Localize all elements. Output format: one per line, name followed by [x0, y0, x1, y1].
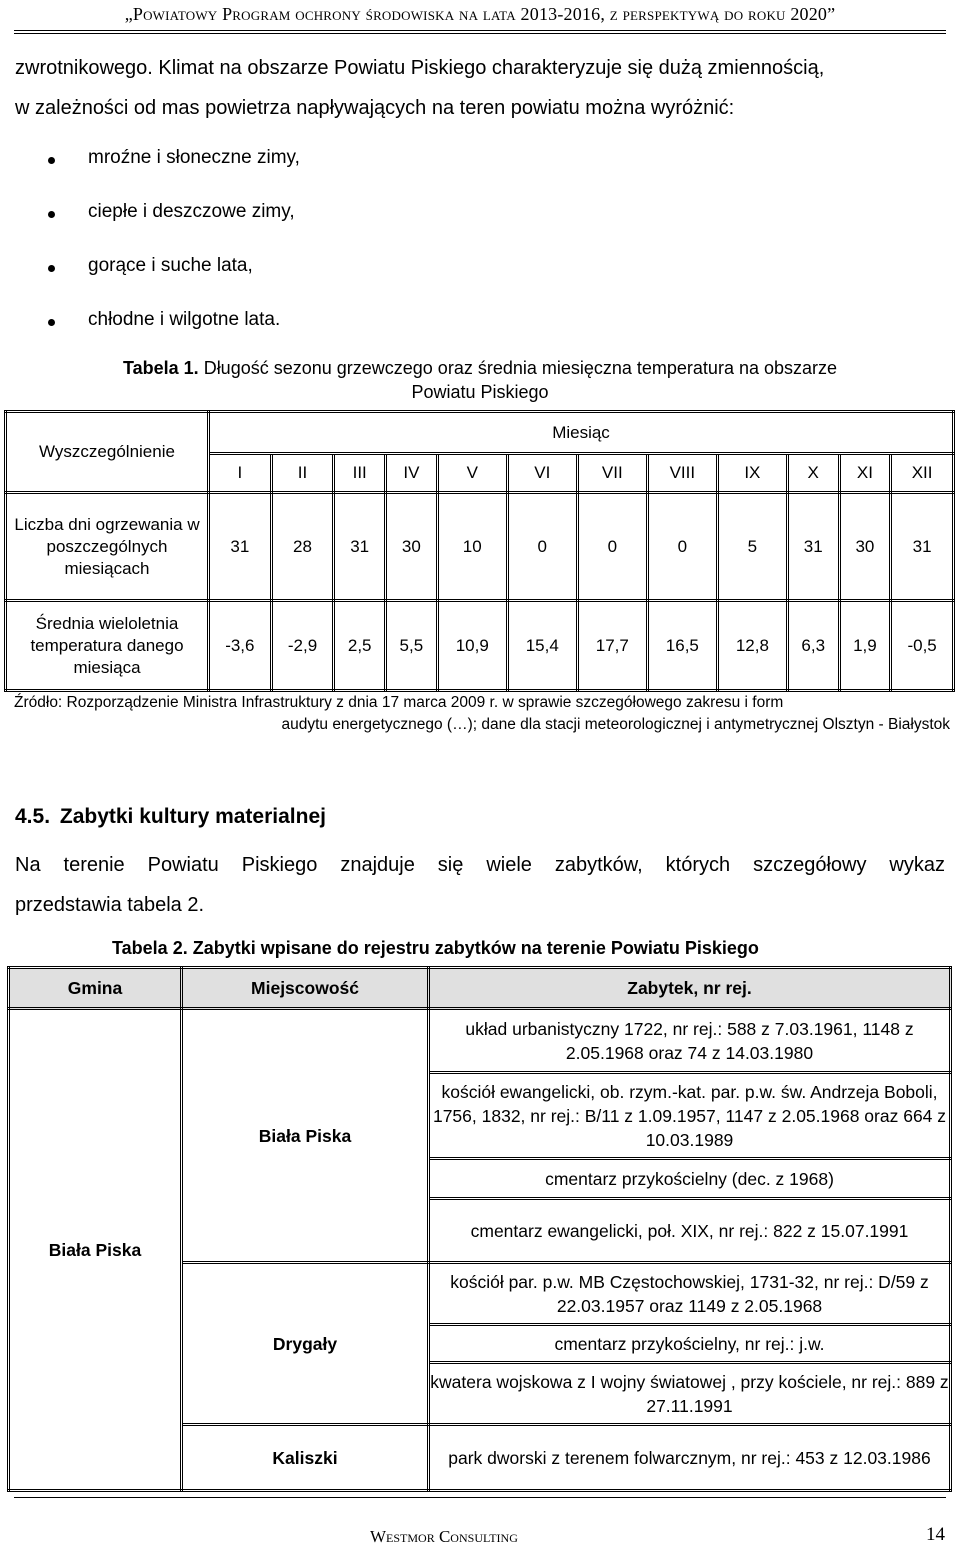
table-cell: 0 — [507, 493, 577, 601]
table-cell: 28 — [271, 493, 334, 601]
footer-company: Westmor Consulting — [370, 1527, 518, 1546]
table-cell: 31 — [334, 493, 386, 601]
month-header: IV — [386, 454, 438, 493]
table-cell: -3,6 — [209, 601, 272, 691]
table-cell: -2,9 — [271, 601, 334, 691]
intro-line-2: w zależności od mas powietrza napływających na teren powiatu można wyróżnić: — [15, 97, 735, 119]
table-cell: 31 — [891, 493, 954, 601]
monument-cell: cmentarz ewangelicki, poł. XIX, nr rej.: 822 z 15.07.1991 — [429, 1199, 951, 1263]
header-gmina: Gmina — [9, 968, 182, 1009]
table-cell: 30 — [386, 493, 438, 601]
heating-season-table — [4, 410, 955, 692]
bullet-icon — [48, 319, 55, 326]
month-header: II — [271, 454, 334, 493]
place-cell: Drygały — [182, 1263, 429, 1425]
table-row — [6, 601, 954, 691]
table-cell: 31 — [209, 493, 272, 601]
header-monument: Zabytek, nr rej. — [429, 968, 951, 1009]
header-divider — [14, 30, 946, 31]
section-heading: 4.5. Zabytki kultury materialnej — [15, 805, 326, 828]
table-cell: 31 — [787, 493, 839, 601]
table-cell: 2,5 — [334, 601, 386, 691]
month-header: V — [437, 454, 507, 493]
month-header: VII — [577, 454, 647, 493]
table1-header-month: Miesiąc — [209, 412, 954, 454]
row-label-heating-days: Liczba dni ogrzewania w poszczególnych miesiącach — [6, 493, 209, 601]
table2-caption: Tabela 2. Zabytki wpisane do rejestru zabytków na terenie Powiatu Piskiego — [112, 938, 759, 958]
table-cell: 0 — [577, 493, 647, 601]
monument-cell: kościół par. p.w. MB Częstochowskiej, 1731-32, nr rej.: D/59 z 22.03.1957 oraz 1149 z 2.05.1968 — [429, 1263, 951, 1325]
table1-source: Źródło: Rozporządzenie Ministra Infrastruktury z dnia 17 marca 2009 r. w sprawie szczegółowego zakresu i form audytu energetycznego (…); dane dla stacji meteorologicznej i antymetrycznej Olsztyn - Białystok — [14, 694, 950, 733]
month-header: X — [787, 454, 839, 493]
month-header: I — [209, 454, 272, 493]
table-cell: -0,5 — [891, 601, 954, 691]
table-cell: 15,4 — [507, 601, 577, 691]
table-cell: 17,7 — [577, 601, 647, 691]
table-cell: 1,9 — [839, 601, 891, 691]
page-header: „Powiatowy Program ochrony środowiska na lata 2013-2016, z perspektywą do roku 2020” — [124, 4, 836, 24]
place-cell: Kaliszki — [182, 1425, 429, 1491]
table-cell: 16,5 — [647, 601, 717, 691]
monument-cell: cmentarz przykościelny (dec. z 1968) — [429, 1159, 951, 1199]
gmina-cell: Biała Piska — [9, 1009, 182, 1491]
intro-line-1: zwrotnikowego. Klimat na obszarze Powiatu Piskiego charakteryzuje się dużą zmiennością, — [15, 57, 825, 79]
month-header: XII — [891, 454, 954, 493]
month-header: XI — [839, 454, 891, 493]
bullet-icon — [48, 211, 55, 218]
header-divider-2 — [14, 33, 946, 34]
table-cell: 0 — [647, 493, 717, 601]
monument-cell: park dworski z terenem folwarcznym, nr rej.: 453 z 12.03.1986 — [429, 1425, 951, 1491]
month-header: IX — [717, 454, 787, 493]
table-cell: 5,5 — [386, 601, 438, 691]
table-cell: 6,3 — [787, 601, 839, 691]
section-text-line-2: przedstawia tabela 2. — [15, 894, 205, 916]
header-place: Miejscowość — [182, 968, 429, 1009]
section-text-line-1: Na terenie Powiatu Piskiego znajduje się wiele zabytków, których szczegółowy wykaz — [15, 854, 945, 876]
monument-cell: cmentarz przykościelny, nr rej.: j.w. — [429, 1325, 951, 1363]
month-header: VI — [507, 454, 577, 493]
bullet-icon — [48, 157, 55, 164]
month-header: III — [334, 454, 386, 493]
bullet-icon — [48, 265, 55, 272]
table-cell: 12,8 — [717, 601, 787, 691]
table-cell: 5 — [717, 493, 787, 601]
table1-caption: Tabela 1. Długość sezonu grzewczego oraz średnia miesięczna temperatura na obszarze Powiatu Piskiego — [122, 358, 838, 402]
table-row — [9, 1009, 951, 1073]
place-cell: Biała Piska — [182, 1009, 429, 1263]
table-cell: 10 — [437, 493, 507, 601]
row-label-avg-temp: Średnia wieloletnia temperatura danego miesiąca — [6, 601, 209, 691]
monument-cell: kościół ewangelicki, ob. rzym.-kat. par. p.w. św. Andrzeja Boboli, 1756, 1832, nr rej.: B/11 z 1.09.1957, 1147 z 2.05.1968 oraz 664 z 10.03.1989 — [429, 1073, 951, 1159]
monument-cell: kwatera wojskowa z I wojny światowej , przy kościele, nr rej.: 889 z 27.11.1991 — [429, 1363, 951, 1425]
table-cell: 30 — [839, 493, 891, 601]
month-header: VIII — [647, 454, 717, 493]
page-number: 14 — [926, 1524, 945, 1545]
monuments-table — [7, 966, 952, 1492]
table1-header-item: Wyszczególnienie — [6, 412, 209, 493]
table-cell: 10,9 — [437, 601, 507, 691]
table-row — [6, 493, 954, 601]
monument-cell: układ urbanistyczny 1722, nr rej.: 588 z 7.03.1961, 1148 z 2.05.1968 oraz 74 z 14.03.1980 — [429, 1009, 951, 1073]
footer-divider — [14, 1497, 946, 1498]
